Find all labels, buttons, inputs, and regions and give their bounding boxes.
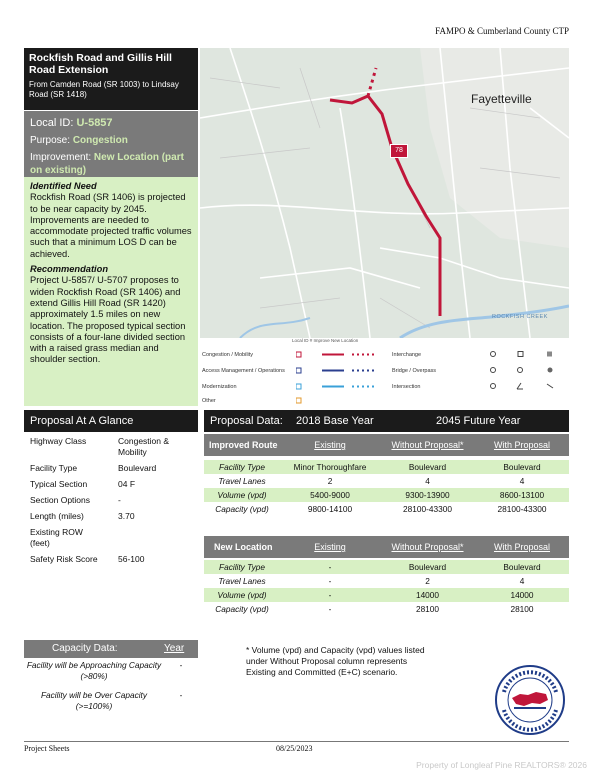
legend-circle-icon — [491, 368, 496, 373]
capacity-value: - — [179, 690, 183, 700]
cell-with: 4 — [519, 476, 525, 486]
watermark: Property of Longleaf Pine REALTORS® 2026 — [416, 760, 587, 770]
capacity-heading: Capacity Data: — [52, 643, 118, 654]
cell-existing: - — [328, 576, 332, 586]
cell-without: Boulevard — [408, 562, 447, 572]
legend-square-icon — [518, 352, 523, 357]
glance-value: 56-100 — [118, 554, 145, 564]
footer-date: 08/25/2023 — [276, 744, 313, 753]
cell-without: 9300-13900 — [405, 490, 450, 500]
cell-without: 28100-43300 — [403, 504, 452, 514]
need-box — [24, 177, 198, 406]
capacity-header — [24, 640, 198, 658]
legend-id-icon — [296, 368, 301, 373]
map-river-label: ROCKFISH CREEK — [492, 314, 548, 320]
glance-key: Section Options — [30, 495, 91, 505]
cell-existing: 2 — [327, 476, 333, 486]
improved-route-header — [204, 434, 569, 456]
identified-need-heading: Identified Need — [30, 181, 97, 191]
col-without: Without Proposal* — [391, 440, 464, 450]
legend-right-bridge: Bridge / Overpass — [392, 368, 437, 374]
legend-label: Access Management / Operations — [202, 368, 285, 374]
capacity-row — [24, 660, 198, 682]
legend-slash-icon — [547, 384, 553, 388]
row-label: Travel Lanes — [218, 576, 266, 586]
glance-key: Typical Section — [30, 479, 88, 489]
legend-right-interchange: Interchange — [392, 352, 422, 358]
project-title: Rockfish Road and Gillis Hill Road Extension — [29, 52, 172, 76]
glance-value — [90, 527, 170, 549]
glance-value: Congestion & Mobility — [118, 436, 170, 457]
glance-key: Highway Class — [30, 436, 87, 446]
legend-row-access — [202, 368, 285, 374]
row-label: Capacity (vpd) — [215, 604, 269, 614]
proposal-data-heading: Proposal Data: — [210, 415, 283, 427]
row-label: Volume (vpd) — [217, 590, 267, 600]
recommendation-heading: Recommendation — [30, 264, 109, 275]
legend-circle-filled-icon — [548, 368, 553, 373]
project-subtitle: From Camden Road (SR 1003) to Lindsay Road (SR 1418) — [29, 80, 179, 99]
col-with: With Proposal — [493, 542, 551, 552]
glance-key: Length (miles) — [30, 511, 84, 521]
row-label: Capacity (vpd) — [215, 504, 269, 514]
col-existing: Existing — [314, 440, 346, 450]
local-id-label: Local ID: — [30, 117, 77, 129]
glance-row — [30, 463, 198, 474]
new-location-header — [204, 536, 569, 558]
table-row — [204, 502, 569, 516]
glance-value: 04 F — [118, 479, 136, 489]
header-org: FAMPO & Cumberland County CTP — [435, 26, 569, 36]
table-row — [204, 588, 569, 602]
glance-key: Existing ROW (feet) — [30, 527, 83, 548]
cell-with: 28100-43300 — [497, 504, 547, 514]
legend-angle-icon — [517, 383, 523, 389]
purpose-value: Congestion — [72, 135, 128, 146]
cell-existing: 9800-14100 — [307, 504, 353, 514]
legend-id-icon — [296, 398, 301, 403]
legend-circle-icon — [518, 368, 523, 373]
legend-right-icons — [490, 350, 560, 394]
capacity-key: Facility will be Approaching Capacity (>80%) — [26, 660, 162, 681]
improvement-row — [30, 151, 192, 177]
new-location-table — [204, 536, 569, 616]
legend-swatches — [296, 350, 386, 406]
capacity-value: - — [179, 660, 183, 670]
glance-heading: Proposal At A Glance — [24, 410, 198, 432]
row-label: Volume (vpd) — [217, 490, 267, 500]
col-without: Without Proposal* — [391, 542, 464, 552]
cell-existing: - — [328, 590, 332, 600]
capacity-body — [24, 658, 198, 712]
cell-with: 8600-13100 — [499, 490, 545, 500]
legend-row-other — [202, 398, 216, 404]
purpose-row — [30, 134, 192, 147]
cell-existing: 5400-9000 — [310, 490, 350, 500]
proposal-data-header — [204, 410, 569, 432]
legend-id-icon — [296, 384, 301, 389]
table-row — [204, 574, 569, 588]
map-legend — [200, 338, 569, 406]
volume-note: * Volume (vpd) and Capacity (vpd) values listed under Without Proposal column represents Existing and Committed (E+C) scenario. — [246, 645, 425, 677]
table-row — [204, 560, 569, 574]
local-id-value: U-5857 — [76, 117, 113, 129]
legend-label: Congestion / Mobility — [202, 352, 254, 358]
cell-with: 4 — [519, 576, 525, 586]
new-location-title: New Location — [214, 542, 273, 552]
map-city-label: Fayetteville — [471, 92, 532, 106]
cell-without: 4 — [425, 476, 430, 486]
legend-label: Modernization — [202, 384, 237, 390]
glance-value: Boulevard — [118, 463, 157, 473]
legend-row-modernization — [202, 384, 237, 390]
glance-key: Safety Risk Score — [30, 554, 98, 564]
legend-right-intersection: Intersection — [392, 384, 421, 390]
legend-label: Other — [202, 398, 216, 404]
cell-with: Boulevard — [503, 562, 541, 572]
identified-need-text: Rockfish Road (SR 1406) is projected to be near capacity by 2045. Improvements are needed to accommodate projected traffic volumes such that a minimum LOS D can be achieved. — [30, 192, 192, 259]
glance-row — [30, 436, 198, 458]
glance-key: Facility Type — [30, 463, 78, 473]
glance-value: - — [118, 495, 121, 505]
glance-row — [30, 527, 198, 549]
capacity-key: Facility will be Over Capacity (>=100%) — [40, 690, 148, 711]
legend-id-icon — [296, 352, 301, 357]
table-row — [204, 488, 569, 502]
glance-row — [30, 554, 198, 565]
cell-without: 28100 — [415, 604, 440, 614]
local-id-row — [30, 117, 192, 130]
project-map[interactable] — [200, 48, 569, 338]
improvement-label: Improvement: — [30, 152, 94, 163]
legend-circle-icon — [491, 352, 496, 357]
legend-circle-icon — [491, 384, 496, 389]
route-shield-icon: 78 — [390, 144, 408, 158]
legend-square-filled-icon — [547, 352, 552, 357]
row-label: Facility Type — [219, 462, 265, 472]
glance-row — [30, 495, 198, 506]
cell-existing: - — [328, 604, 332, 614]
glance-table — [30, 436, 198, 570]
cell-without: 2 — [425, 576, 430, 586]
recommendation-text: Project U-5857/ U-5707 proposes to widen Rockfish Road (SR 1406) and extend Gillis Hill Road (SR 1420) approximately 1.5 miles on new location. The proposed typical section consists of a four-lane divided section with a raised grass median and shoulder section. — [30, 275, 186, 365]
glance-value: 3.70 — [118, 511, 135, 521]
improved-route-title: Improved Route — [209, 440, 278, 450]
table-row — [204, 602, 569, 616]
project-info-box — [24, 111, 198, 177]
cell-without: Boulevard — [408, 462, 447, 472]
improved-route-table — [204, 434, 569, 516]
purpose-label: Purpose: — [30, 135, 73, 146]
row-label: Facility Type — [219, 562, 265, 572]
capacity-row — [24, 690, 198, 712]
cell-with: 14000 — [510, 590, 534, 600]
legend-col-header: Local ID # Improve New Location — [292, 338, 359, 343]
legend-row-congestion — [202, 352, 253, 358]
improvement-value: New Location (part on existing) — [30, 152, 184, 176]
table-row — [204, 460, 569, 474]
cell-without: 14000 — [415, 590, 440, 600]
footer-left: Project Sheets — [24, 744, 70, 753]
col-with: With Proposal — [493, 440, 551, 450]
table-row — [204, 474, 569, 488]
cell-with: Boulevard — [503, 462, 541, 472]
capacity-year-label: Year — [164, 643, 185, 654]
ncdot-seal-icon — [494, 664, 566, 736]
cell-existing: - — [328, 562, 332, 572]
project-title-box — [24, 48, 198, 110]
glance-row — [30, 479, 198, 490]
cell-existing: Minor Thoroughfare — [293, 462, 367, 472]
col-existing: Existing — [314, 542, 346, 552]
glance-row — [30, 511, 198, 522]
row-label: Travel Lanes — [218, 476, 266, 486]
footer-divider — [24, 741, 569, 742]
future-year-label: 2045 Future Year — [436, 415, 521, 427]
cell-with: 28100 — [510, 604, 534, 614]
base-year-label: 2018 Base Year — [296, 415, 374, 427]
